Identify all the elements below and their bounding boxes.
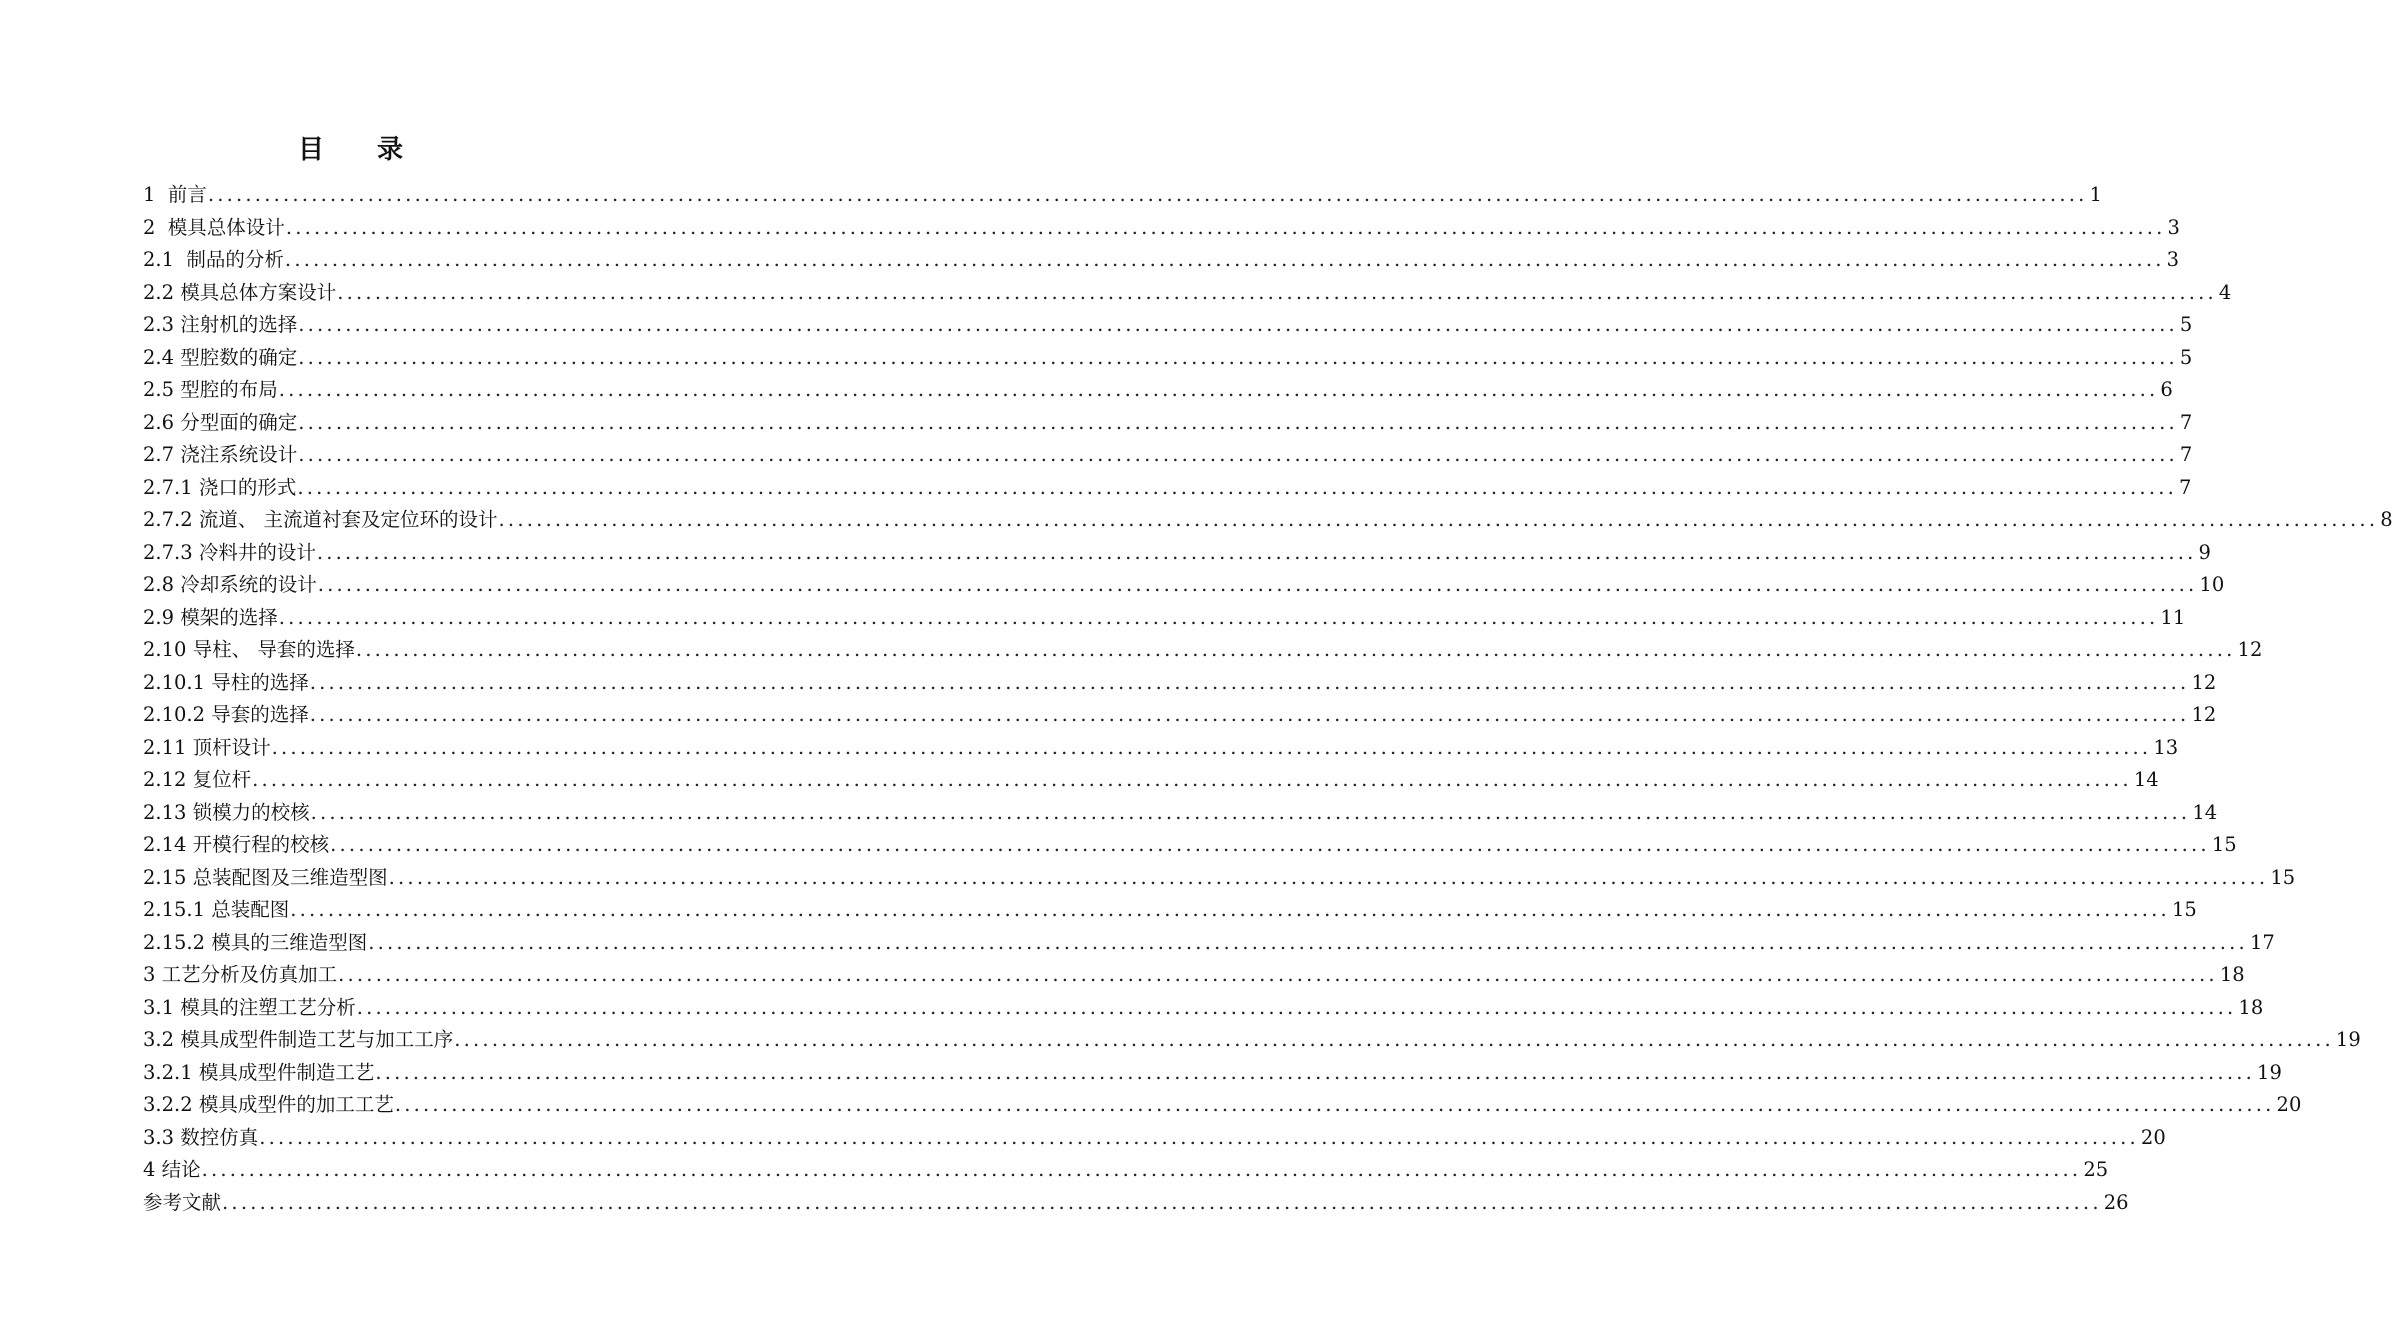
toc-dot-leader: ........................................................................................................................................................................................................ (309, 670, 2190, 694)
toc-entry-page: 20 (2140, 1125, 2166, 1149)
toc-entry-label: 参考文献 (143, 1190, 222, 1214)
toc-entry-page: 20 (2276, 1093, 2302, 1116)
toc-entry-label: 2.10.1 导柱的选择 (143, 670, 309, 694)
toc-entry[interactable] (143, 894, 2197, 927)
toc-entry[interactable] (143, 992, 2264, 1025)
toc-dot-leader: ........................................................................................................................................................................................................ (309, 703, 2190, 726)
toc-entry-label: 2.6 分型面的确定 (143, 410, 298, 434)
toc-dot-leader: ........................................................................................................................................................................................................ (498, 508, 2379, 531)
toc-entry-page: 7 (2179, 443, 2193, 466)
toc-entry-page: 3 (2166, 248, 2180, 271)
toc-entry[interactable] (143, 634, 2263, 667)
toc-entry[interactable] (143, 1187, 2129, 1220)
toc-dot-leader: ........................................................................................................................................................................................................ (278, 378, 2159, 401)
toc-entry-page: 11 (2160, 605, 2186, 629)
toc-entry-page: 12 (2237, 638, 2263, 661)
toc-entry-page: 6 (2160, 378, 2173, 401)
toc-entry[interactable] (143, 374, 2173, 407)
toc-entry-label: 2.10.2 导套的选择 (143, 703, 309, 726)
toc-title: 目 录 (298, 135, 426, 165)
toc-entry-page: 5 (2179, 345, 2193, 369)
toc-entry-page: 10 (2199, 573, 2225, 596)
toc-dot-leader: ........................................................................................................................................................................................................ (337, 280, 2217, 304)
toc-entry[interactable] (143, 439, 2193, 472)
toc-dot-leader: ........................................................................................................................................................................................................ (338, 963, 2218, 986)
toc-dot-leader: ........................................................................................................................................................................................................ (222, 1190, 2102, 1214)
toc-entry-page: 25 (2083, 1158, 2109, 1181)
toc-entry-page: 1 (2089, 183, 2102, 206)
toc-dot-leader: ........................................................................................................................................................................................................ (252, 768, 2132, 791)
toc-entry-label: 2.8 冷却系统的设计 (143, 573, 317, 596)
toc-entry[interactable] (143, 309, 2193, 342)
toc-entry-page: 12 (2191, 670, 2217, 694)
toc-dot-leader: ........................................................................................................................................................................................................ (317, 573, 2198, 596)
toc-entry-page: 18 (2238, 995, 2264, 1019)
toc-entry-label: 3.2.1 模具成型件制造工艺 (143, 1060, 375, 1084)
toc-entry-label: 4 结论 (143, 1158, 201, 1181)
toc-entry[interactable] (143, 1089, 2302, 1122)
toc-entry-label: 2.9 模架的选择 (143, 605, 278, 629)
toc-dot-leader: ........................................................................................................................................................................................................ (207, 183, 2088, 206)
toc-entry-page: 7 (2179, 475, 2192, 499)
toc-entry[interactable] (143, 602, 2186, 635)
toc-entry-page: 13 (2153, 735, 2179, 759)
toc-entry-label: 2.10 导柱、 导套的选择 (143, 638, 355, 661)
toc-entry-label: 2.2 模具总体方案设计 (143, 280, 337, 304)
toc-entry-label: 2.5 型腔的布局 (143, 378, 278, 401)
toc-entry[interactable] (143, 732, 2179, 765)
toc-entry[interactable] (143, 277, 2232, 310)
toc-entry-label: 1 前言 (143, 183, 207, 206)
toc-dot-leader: ........................................................................................................................................................................................................ (316, 540, 2197, 564)
toc-dot-leader: ........................................................................................................................................................................................................ (298, 410, 2178, 434)
toc-entry-page: 17 (2249, 930, 2275, 954)
toc-entry-page: 14 (2133, 768, 2159, 791)
toc-entry-page: 3 (2167, 215, 2180, 239)
toc-entry[interactable] (143, 829, 2237, 862)
toc-entry-label: 2.15 总装配图及三维造型图 (143, 865, 388, 889)
toc-entry[interactable] (143, 699, 2217, 732)
toc-entry[interactable] (143, 504, 2393, 537)
toc-entry[interactable] (143, 959, 2245, 992)
toc-entry-label: 2.7.1 浇口的形式 (143, 475, 297, 499)
toc-entry[interactable] (143, 342, 2193, 375)
toc-entry-page: 15 (2171, 898, 2197, 921)
toc-entry[interactable] (143, 537, 2211, 570)
toc-dot-leader: ........................................................................................................................................................................................................ (454, 1028, 2334, 1051)
toc-dot-leader: ........................................................................................................................................................................................................ (388, 865, 2269, 889)
toc-entry-label: 2.1 制品的分析 (143, 248, 284, 271)
toc-dot-leader: ........................................................................................................................................................................................................ (297, 475, 2178, 499)
toc-entry-label: 2.13 锁模力的校核 (143, 800, 310, 824)
toc-entry[interactable] (143, 244, 2180, 277)
toc-entry-page: 15 (2211, 833, 2237, 856)
toc-entry-page: 9 (2198, 540, 2211, 564)
toc-entry[interactable] (143, 179, 2102, 212)
toc-entry-label: 3 工艺分析及仿真加工 (143, 963, 338, 986)
toc-entry-page: 15 (2270, 865, 2296, 889)
toc-entry-label: 3.1 模具的注塑工艺分析 (143, 995, 356, 1019)
toc-entry-label: 2.4 型腔数的确定 (143, 345, 298, 369)
toc-entry[interactable] (143, 667, 2217, 700)
toc-entry-label: 2.7 浇注系统设计 (143, 443, 298, 466)
toc-entry[interactable] (143, 1122, 2166, 1155)
toc-entry-label: 2.3 注射机的选择 (143, 313, 298, 336)
toc-dot-leader: ........................................................................................................................................................................................................ (201, 1158, 2082, 1181)
toc-entry[interactable] (143, 927, 2275, 960)
toc-dot-leader: ........................................................................................................................................................................................................ (330, 833, 2210, 856)
toc-entry-page: 19 (2335, 1028, 2361, 1051)
toc-entry[interactable] (143, 764, 2159, 797)
toc-entry-page: 14 (2192, 800, 2218, 824)
toc-entry-page: 8 (2380, 508, 2393, 531)
toc-entry[interactable] (143, 862, 2296, 895)
toc-entry[interactable] (143, 569, 2225, 602)
toc-entry-label: 2.15.1 总装配图 (143, 898, 290, 921)
toc-dot-leader: ........................................................................................................................................................................................................ (285, 215, 2166, 239)
toc-entry[interactable] (143, 1154, 2109, 1187)
toc-entry-label: 2.7.2 流道、 主流道衬套及定位环的设计 (143, 508, 498, 531)
toc-entry-page: 26 (2103, 1190, 2129, 1214)
toc-entry-page: 7 (2179, 410, 2193, 434)
toc-entry-label: 2.7.3 冷料井的设计 (143, 540, 316, 564)
toc-dot-leader: ........................................................................................................................................................................................................ (310, 800, 2191, 824)
toc-entry-label: 3.2.2 模具成型件的加工工艺 (143, 1093, 394, 1116)
toc-dot-leader: ........................................................................................................................................................................................................ (278, 605, 2159, 629)
toc-entry[interactable] (143, 797, 2218, 830)
toc-dot-leader: ........................................................................................................................................................................................................ (394, 1093, 2275, 1116)
toc-entry-page: 4 (2218, 280, 2232, 304)
toc-entry-label: 2.11 顶杆设计 (143, 735, 271, 759)
toc-entry-label: 2.14 开模行程的校核 (143, 833, 330, 856)
toc-entry-page: 12 (2191, 703, 2217, 726)
toc-entry-page: 19 (2257, 1060, 2282, 1084)
toc-dot-leader: ........................................................................................................................................................................................................ (375, 1060, 2256, 1084)
toc-entry-label: 3.2 模具成型件制造工艺与加工工序 (143, 1028, 454, 1051)
toc-entry[interactable] (143, 407, 2193, 440)
toc-list (143, 179, 2393, 1219)
toc-dot-leader: ........................................................................................................................................................................................................ (298, 345, 2178, 369)
toc-entry[interactable] (143, 1057, 2282, 1090)
toc-dot-leader: ........................................................................................................................................................................................................ (368, 930, 2248, 954)
toc-dot-leader: ........................................................................................................................................................................................................ (284, 248, 2165, 271)
toc-dot-leader: ........................................................................................................................................................................................................ (298, 313, 2178, 336)
toc-entry-label: 2 模具总体设计 (143, 215, 285, 239)
toc-dot-leader: ........................................................................................................................................................................................................ (355, 638, 2236, 661)
toc-entry-page: 5 (2179, 313, 2193, 336)
toc-entry[interactable] (143, 472, 2192, 505)
toc-entry-page: 18 (2219, 963, 2245, 986)
toc-entry-label: 3.3 数控仿真 (143, 1125, 259, 1149)
toc-dot-leader: ........................................................................................................................................................................................................ (259, 1125, 2139, 1149)
toc-dot-leader: ........................................................................................................................................................................................................ (298, 443, 2178, 466)
toc-entry[interactable] (143, 1024, 2361, 1057)
toc-entry-label: 2.15.2 模具的三维造型图 (143, 930, 368, 954)
toc-entry[interactable] (143, 212, 2180, 245)
toc-dot-leader: ........................................................................................................................................................................................................ (290, 898, 2170, 921)
toc-dot-leader: ........................................................................................................................................................................................................ (356, 995, 2237, 1019)
toc-entry-label: 2.12 复位杆 (143, 768, 252, 791)
toc-dot-leader: ........................................................................................................................................................................................................ (271, 735, 2152, 759)
